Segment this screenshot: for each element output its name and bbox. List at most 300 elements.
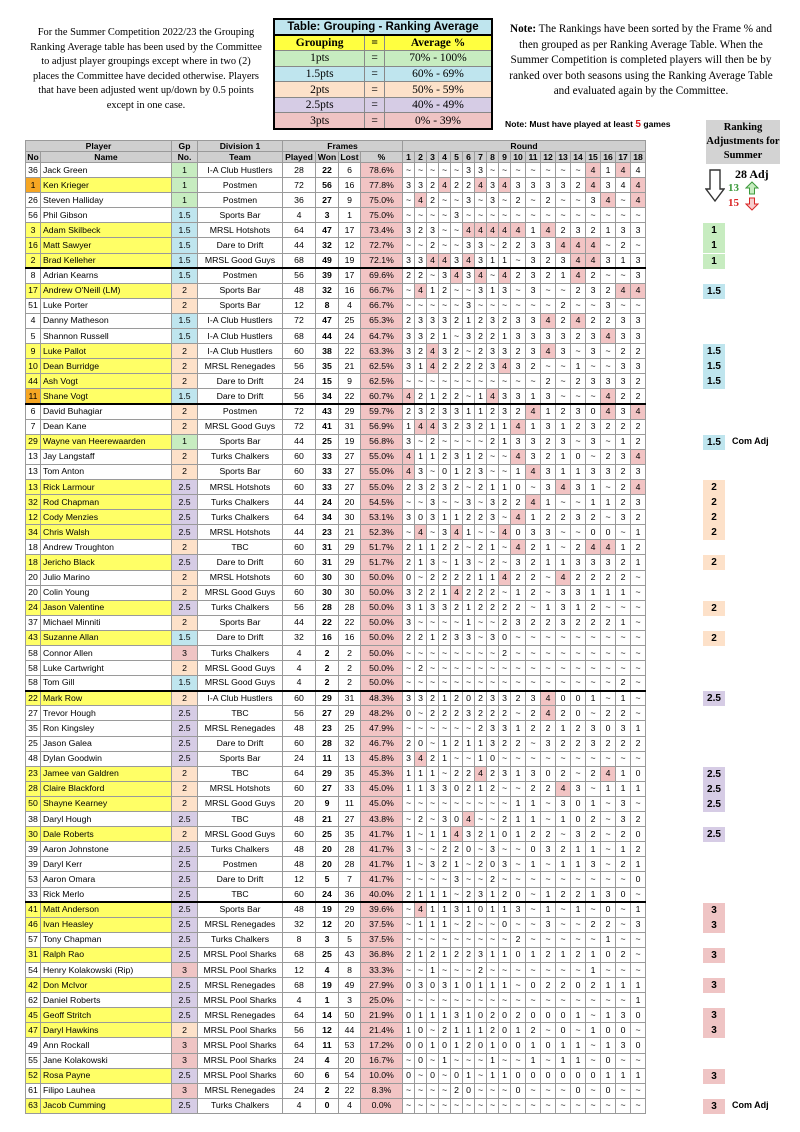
round-score: 2: [586, 615, 601, 630]
adjustment-badge: 2.5: [703, 691, 725, 706]
round-score: 3: [526, 178, 541, 193]
round-score: ~: [463, 993, 475, 1008]
frame-percentage: 50.0%: [361, 676, 403, 691]
round-score: ~: [451, 193, 463, 208]
frames-played: 72: [283, 404, 316, 419]
rank-number: 58: [26, 661, 41, 676]
round-score: 1: [487, 947, 499, 962]
frames-won: 15: [316, 374, 339, 389]
frame-percentage: 66.7%: [361, 298, 403, 313]
player-name: Matt Sawyer: [41, 238, 172, 253]
round-score: 2: [526, 827, 541, 842]
round-score: 0: [556, 1023, 571, 1038]
rank-number: 29: [26, 434, 41, 449]
round-score: ~: [571, 389, 586, 404]
round-score: 0: [451, 812, 463, 827]
round-score: 2: [427, 479, 439, 494]
frame-percentage: 75.0%: [361, 208, 403, 223]
table-row: [26, 1023, 646, 1038]
round-score: 4: [463, 812, 475, 827]
round-score: 2: [556, 766, 571, 781]
round-score: ~: [499, 872, 511, 887]
round-score: ~: [487, 298, 499, 313]
frames-played: 48: [283, 902, 316, 917]
table-row: [26, 298, 646, 313]
round-score: 3: [451, 630, 463, 645]
round-score: 0: [415, 510, 427, 525]
frame-percentage: 54.5%: [361, 495, 403, 510]
round-score: 3: [487, 344, 499, 359]
round-score: 2: [586, 268, 601, 283]
round-score: ~: [571, 163, 586, 178]
frames-played: 64: [283, 1008, 316, 1023]
down-count: 15: [728, 197, 739, 209]
frames-lost: 5: [339, 932, 361, 947]
round-score: 1: [427, 766, 439, 781]
round-score: ~: [463, 1098, 475, 1113]
round-score: 2: [556, 887, 571, 902]
round-score: 2: [427, 947, 439, 962]
rank-number: 30: [26, 827, 41, 842]
round-score: 3: [475, 947, 487, 962]
round-score: ~: [439, 676, 451, 691]
frames-won: 30: [316, 585, 339, 600]
round-score: 0: [451, 781, 463, 796]
round-score: ~: [541, 993, 556, 1008]
rank-number: 50: [26, 796, 41, 811]
round-score: 3: [451, 253, 463, 268]
round-score: ~: [586, 1053, 601, 1068]
table-row: [26, 842, 646, 857]
round-score: 0: [511, 1068, 526, 1083]
round-score: 2: [427, 706, 439, 721]
frames-played: 32: [283, 917, 316, 932]
adjustment-badge: 2.5: [703, 782, 725, 797]
round-score: 2: [487, 585, 499, 600]
round-score: 2: [601, 615, 616, 630]
player-name: Daryl Kerr: [41, 857, 172, 872]
round-score: ~: [463, 208, 475, 223]
round-score: ~: [586, 1098, 601, 1113]
player-name: Jack Green: [41, 163, 172, 178]
round-score: 4: [556, 781, 571, 796]
rank-number: 3: [26, 223, 41, 238]
team-name: Dare to Drift: [198, 736, 283, 751]
round-score: 3: [541, 389, 556, 404]
round-score: ~: [463, 374, 475, 389]
round-score: 1: [499, 902, 511, 917]
player-name: Rod Chapman: [41, 495, 172, 510]
round-score: 4: [511, 419, 526, 434]
round-score: ~: [427, 298, 439, 313]
frame-percentage: 43.8%: [361, 812, 403, 827]
round-score: ~: [463, 646, 475, 661]
round-score: ~: [403, 676, 415, 691]
round-score: 4: [475, 268, 487, 283]
round-score: 1: [541, 540, 556, 555]
round-score: 4: [541, 706, 556, 721]
round-score: ~: [541, 1098, 556, 1113]
round-score: ~: [571, 751, 586, 766]
round-score: ~: [451, 238, 463, 253]
team-name: Postmen: [198, 178, 283, 193]
round-score: 1: [511, 1023, 526, 1038]
round-score: 2: [631, 419, 646, 434]
round-score: ~: [571, 434, 586, 449]
round-score: ~: [403, 661, 415, 676]
round-score: 3: [616, 1008, 631, 1023]
round-score: ~: [451, 887, 463, 902]
frame-percentage: 48.2%: [361, 706, 403, 721]
rank-number: 27: [26, 706, 41, 721]
round-score: 0: [601, 1023, 616, 1038]
frames-lost: 31: [339, 419, 361, 434]
round-score: ~: [556, 676, 571, 691]
team-name: I-A Club Hustlers: [198, 344, 283, 359]
round-score: 1: [439, 947, 451, 962]
round-score: ~: [511, 676, 526, 691]
frame-percentage: 41.7%: [361, 827, 403, 842]
group-value: 2.5: [172, 993, 198, 1008]
round-score: 2: [451, 1083, 463, 1098]
round-score: ~: [541, 751, 556, 766]
round-score: 0: [571, 1068, 586, 1083]
rank-number: 57: [26, 932, 41, 947]
round-score: 3: [487, 178, 499, 193]
round-score: 0: [499, 1038, 511, 1053]
round-score: 3: [526, 766, 541, 781]
round-score: ~: [511, 857, 526, 872]
round-score: ~: [616, 268, 631, 283]
round-score: 3: [526, 329, 541, 344]
round-score: 0: [571, 796, 586, 811]
frames-won: 34: [316, 389, 339, 404]
table-row: [26, 419, 646, 434]
round-score: 2: [526, 615, 541, 630]
round-score: ~: [451, 495, 463, 510]
rank-number: 18: [26, 555, 41, 570]
round-score: 2: [451, 479, 463, 494]
frames-won: 34: [316, 510, 339, 525]
round-score: ~: [556, 1083, 571, 1098]
rank-number: 49: [26, 1038, 41, 1053]
round-score: 4: [463, 223, 475, 238]
frames-played: 56: [283, 1023, 316, 1038]
round-score: 2: [526, 359, 541, 374]
round-score: ~: [511, 781, 526, 796]
round-score: 2: [487, 404, 499, 419]
round-score: ~: [556, 902, 571, 917]
round-score: ~: [427, 812, 439, 827]
round-score: ~: [571, 525, 586, 540]
round-score: 1: [541, 555, 556, 570]
round-score: 1: [586, 479, 601, 494]
round-score: ~: [556, 827, 571, 842]
round-score: ~: [631, 208, 646, 223]
legend-header: Grouping = Average %: [274, 35, 492, 51]
round-score: 2: [616, 555, 631, 570]
round-score: 0: [403, 1038, 415, 1053]
round-score: 2: [586, 978, 601, 993]
round-score: 4: [499, 223, 511, 238]
frame-percentage: 41.7%: [361, 842, 403, 857]
team-name: Sports Bar: [198, 902, 283, 917]
team-name: MRSL Good Guys: [198, 661, 283, 676]
round-score: ~: [601, 872, 616, 887]
total-adjustments: 28 Adj: [735, 167, 769, 181]
rank-number: 58: [26, 676, 41, 691]
round-score: ~: [586, 676, 601, 691]
player-name: Daryl Hough: [41, 812, 172, 827]
frames-lost: 50: [339, 1008, 361, 1023]
frames-lost: 32: [339, 736, 361, 751]
team-name: Turks Chalkers: [198, 646, 283, 661]
round-score: ~: [526, 193, 541, 208]
round-score: 3: [586, 721, 601, 736]
round-score: 3: [487, 193, 499, 208]
round-score: ~: [541, 1053, 556, 1068]
rank-number: 9: [26, 344, 41, 359]
round-score: 3: [499, 721, 511, 736]
round-score: 3: [616, 449, 631, 464]
round-score: ~: [415, 238, 427, 253]
table-row: [26, 630, 646, 645]
round-score: ~: [601, 827, 616, 842]
round-score: 0: [511, 1038, 526, 1053]
round-score: 1: [427, 449, 439, 464]
frame-percentage: 66.7%: [361, 283, 403, 298]
round-score: ~: [571, 872, 586, 887]
rankings-body: [26, 163, 646, 1114]
round-score: 1: [556, 721, 571, 736]
round-score: 3: [403, 615, 415, 630]
round-score: 2: [487, 329, 499, 344]
round-score: ~: [463, 389, 475, 404]
round-score: ~: [451, 917, 463, 932]
round-score: 2: [601, 283, 616, 298]
round-score: 0: [415, 1038, 427, 1053]
round-score: 4: [541, 223, 556, 238]
table-row: [26, 1068, 646, 1083]
round-score: 2: [463, 917, 475, 932]
round-score: 0: [601, 1053, 616, 1068]
round-score: ~: [427, 615, 439, 630]
round-score: 4: [415, 193, 427, 208]
round-score: 4: [631, 404, 646, 419]
table-row: [26, 404, 646, 419]
team-name: Sports Bar: [198, 615, 283, 630]
frames-played: 56: [283, 600, 316, 615]
round-score: 2: [526, 706, 541, 721]
round-score: ~: [499, 540, 511, 555]
table-row: [26, 495, 646, 510]
round-score: ~: [499, 1098, 511, 1113]
frames-lost: 29: [339, 404, 361, 419]
round-score: ~: [601, 238, 616, 253]
round-score: 3: [475, 464, 487, 479]
round-score: ~: [616, 208, 631, 223]
round-score: ~: [586, 1008, 601, 1023]
round-score: 1: [415, 449, 427, 464]
player-name: Rick Merlo: [41, 887, 172, 902]
round-score: ~: [475, 555, 487, 570]
round-score: 1: [427, 962, 439, 977]
round-score: 4: [571, 268, 586, 283]
round-score: ~: [616, 525, 631, 540]
round-score: 3: [631, 253, 646, 268]
frames-lost: 4: [339, 1098, 361, 1113]
round-score: 3: [541, 525, 556, 540]
frames-played: 12: [283, 298, 316, 313]
round-score: 2: [601, 570, 616, 585]
round-score: ~: [601, 962, 616, 977]
round-score: 1: [427, 917, 439, 932]
round-score: 2: [571, 615, 586, 630]
frames-lost: 27: [339, 449, 361, 464]
frames-lost: 17: [339, 268, 361, 283]
round-score: 4: [475, 766, 487, 781]
round-score: ~: [511, 253, 526, 268]
player-name: Don McIvor: [41, 978, 172, 993]
frames-won: 22: [316, 163, 339, 178]
frames-lost: 35: [339, 827, 361, 842]
round-score: ~: [427, 842, 439, 857]
round-score: 1: [451, 464, 463, 479]
round-score: ~: [403, 917, 415, 932]
round-score: 4: [541, 313, 556, 328]
team-name: MRSL Renegades: [198, 978, 283, 993]
round-score: 0: [463, 1083, 475, 1098]
round-score: 1: [475, 751, 487, 766]
round-header: 18: [631, 152, 646, 163]
team-name: MRSL Pool Sharks: [198, 993, 283, 1008]
frames-won: 27: [316, 706, 339, 721]
round-score: 3: [511, 329, 526, 344]
frames-played: 48: [283, 283, 316, 298]
round-score: 2: [439, 570, 451, 585]
round-score: ~: [499, 796, 511, 811]
round-score: 3: [403, 359, 415, 374]
player-name: Andrew Troughton: [41, 540, 172, 555]
frames-won: 3: [316, 932, 339, 947]
frames-won: 23: [316, 721, 339, 736]
round-score: 3: [586, 193, 601, 208]
round-score: 2: [403, 268, 415, 283]
frames-lost: 35: [339, 766, 361, 781]
round-score: 2: [439, 1023, 451, 1038]
round-score: 4: [499, 525, 511, 540]
frame-percentage: 73.4%: [361, 223, 403, 238]
round-score: ~: [556, 163, 571, 178]
round-score: ~: [556, 993, 571, 1008]
round-score: 3: [601, 464, 616, 479]
round-score: ~: [511, 630, 526, 645]
frames-lost: 22: [339, 1083, 361, 1098]
frames-played: 4: [283, 208, 316, 223]
frames-won: 31: [316, 540, 339, 555]
group-value: 2.5: [172, 555, 198, 570]
round-score: 0: [631, 1008, 646, 1023]
group-value: 2.5: [172, 932, 198, 947]
team-name: I-A Club Hustlers: [198, 163, 283, 178]
round-score: 1: [451, 1038, 463, 1053]
round-score: 3: [541, 736, 556, 751]
round-score: 4: [499, 178, 511, 193]
round-score: 1: [487, 283, 499, 298]
frame-percentage: 37.5%: [361, 932, 403, 947]
group-value: 1: [172, 193, 198, 208]
round-score: 2: [463, 766, 475, 781]
frames-won: 0: [316, 1098, 339, 1113]
group-value: 2: [172, 374, 198, 389]
round-score: ~: [541, 796, 556, 811]
round-score: 2: [499, 736, 511, 751]
round-score: 1: [463, 1023, 475, 1038]
group-value: 2.5: [172, 902, 198, 917]
round-score: 3: [439, 479, 451, 494]
round-score: ~: [616, 1083, 631, 1098]
round-score: 3: [403, 691, 415, 706]
round-score: 4: [427, 359, 439, 374]
round-score: ~: [475, 1083, 487, 1098]
frames-won: 9: [316, 796, 339, 811]
team-name: Dare to Drift: [198, 374, 283, 389]
round-score: 2: [511, 495, 526, 510]
round-score: ~: [415, 1083, 427, 1098]
round-score: 2: [499, 313, 511, 328]
frames-played: 72: [283, 419, 316, 434]
frames-played: 32: [283, 630, 316, 645]
frames-lost: 16: [339, 178, 361, 193]
frame-percentage: 40.0%: [361, 887, 403, 902]
round-score: 1: [586, 1023, 601, 1038]
frames-won: 33: [316, 464, 339, 479]
player-name: Jay Langstaff: [41, 449, 172, 464]
round-header: 7: [475, 152, 487, 163]
rank-number: 17: [26, 283, 41, 298]
player-name: Luke Porter: [41, 298, 172, 313]
round-score: 3: [487, 721, 499, 736]
round-score: 1: [616, 434, 631, 449]
round-score: 4: [601, 193, 616, 208]
frame-percentage: 37.5%: [361, 917, 403, 932]
round-score: ~: [556, 917, 571, 932]
round-score: ~: [556, 540, 571, 555]
frames-lost: 2: [339, 661, 361, 676]
round-score: ~: [616, 1098, 631, 1113]
round-score: ~: [451, 1098, 463, 1113]
frame-percentage: 50.0%: [361, 600, 403, 615]
round-score: ~: [487, 932, 499, 947]
round-score: ~: [427, 1098, 439, 1113]
round-score: ~: [487, 646, 499, 661]
round-score: ~: [487, 796, 499, 811]
frame-percentage: 72.7%: [361, 238, 403, 253]
round-score: ~: [616, 751, 631, 766]
round-score: 4: [601, 389, 616, 404]
round-score: ~: [526, 163, 541, 178]
round-score: ~: [451, 661, 463, 676]
frame-percentage: 48.3%: [361, 691, 403, 706]
round-score: ~: [487, 676, 499, 691]
round-score: ~: [403, 163, 415, 178]
round-score: ~: [601, 857, 616, 872]
round-score: 3: [601, 178, 616, 193]
player-name: Michael Minniti: [41, 615, 172, 630]
round-score: ~: [541, 359, 556, 374]
round-score: ~: [541, 208, 556, 223]
group-value: 2.5: [172, 917, 198, 932]
